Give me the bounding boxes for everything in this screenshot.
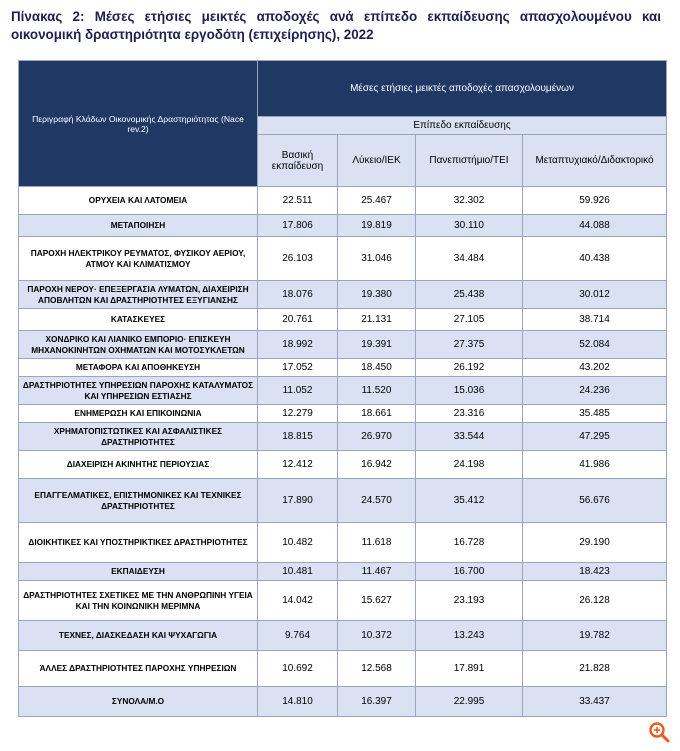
value-cell: 23.316 <box>416 405 523 423</box>
value-cell: 31.046 <box>338 237 416 281</box>
value-cell: 14.042 <box>258 581 338 621</box>
column-header: Μεταπτυχιακό/Διδακτορικό <box>523 135 667 187</box>
table-row <box>19 523 667 563</box>
value-cell: 16.728 <box>416 523 523 563</box>
row-label: ΔΡΑΣΤΗΡΙΟΤΗΤΕΣ ΥΠΗΡΕΣΙΩΝ ΠΑΡΟΧΗΣ ΚΑΤΑΛΥΜΑΤΟΣ ΚΑΙ ΥΠΗΡΕΣΙΩΝ ΕΣΤΙΑΣΗΣ <box>19 377 258 405</box>
earnings-table <box>18 60 667 717</box>
table-row <box>19 281 667 309</box>
value-cell: 59.926 <box>523 187 667 215</box>
value-cell: 17.890 <box>258 479 338 523</box>
row-label-header: Περιγραφή Κλάδων Οικονομικής Δραστηριότητας (Nace rev.2) <box>19 61 258 187</box>
row-label: ΜΕΤΑΠΟΙΗΣΗ <box>19 215 258 237</box>
row-label: ΟΡΥΧΕΙΑ ΚΑΙ ΛΑΤΟΜΕΙΑ <box>19 187 258 215</box>
table-row <box>19 479 667 523</box>
value-cell: 35.485 <box>523 405 667 423</box>
value-cell: 19.819 <box>338 215 416 237</box>
value-cell: 12.412 <box>258 451 338 479</box>
value-cell: 23.193 <box>416 581 523 621</box>
table-row <box>19 309 667 331</box>
value-cell: 52.084 <box>523 331 667 359</box>
value-cell: 10.481 <box>258 563 338 581</box>
table-row <box>19 359 667 377</box>
value-cell: 15.036 <box>416 377 523 405</box>
value-cell: 18.450 <box>338 359 416 377</box>
table-row <box>19 423 667 451</box>
value-cell: 38.714 <box>523 309 667 331</box>
row-label: ΕΝΗΜΕΡΩΣΗ ΚΑΙ ΕΠΙΚΟΙΝΩΝΙΑ <box>19 405 258 423</box>
value-cell: 18.992 <box>258 331 338 359</box>
value-cell: 44.088 <box>523 215 667 237</box>
value-cell: 11.052 <box>258 377 338 405</box>
row-label: ΔΡΑΣΤΗΡΙΟΤΗΤΕΣ ΣΧΕΤΙΚΕΣ ΜΕ ΤΗΝ ΑΝΘΡΩΠΙΝΗ ΥΓΕΙΑ ΚΑΙ ΤΗΝ ΚΟΙΝΩΝΙΚΗ ΜΕΡΙΜΝΑ <box>19 581 258 621</box>
table-caption: Πίνακας 2: Μέσες ετήσιες μεικτές αποδοχές ανά επίπεδο εκπαίδευσης απασχολουμένου και οικονομική δραστηριότητα εργοδότη (επιχείρησης), 2022 <box>11 9 661 42</box>
column-header: Πανεπιστήμιο/ΤΕΙ <box>416 135 523 187</box>
table-row <box>19 237 667 281</box>
value-cell: 18.076 <box>258 281 338 309</box>
value-cell: 27.105 <box>416 309 523 331</box>
value-cell: 21.131 <box>338 309 416 331</box>
value-cell: 40.438 <box>523 237 667 281</box>
value-cell: 27.375 <box>416 331 523 359</box>
value-cell: 56.676 <box>523 479 667 523</box>
row-label: ΕΚΠΑΙΔΕΥΣΗ <box>19 563 258 581</box>
value-cell: 10.372 <box>338 621 416 651</box>
value-cell: 29.190 <box>523 523 667 563</box>
table-row <box>19 405 667 423</box>
value-cell: 25.467 <box>338 187 416 215</box>
value-cell: 26.192 <box>416 359 523 377</box>
value-cell: 16.397 <box>338 687 416 717</box>
row-label: ΣΥΝΟΛΑ/Μ.Ο <box>19 687 258 717</box>
value-cell: 22.511 <box>258 187 338 215</box>
table-row <box>19 563 667 581</box>
row-label: ΜΕΤΑΦΟΡΑ ΚΑΙ ΑΠΟΘΗΚΕΥΣΗ <box>19 359 258 377</box>
value-cell: 12.568 <box>338 651 416 687</box>
value-cell: 17.891 <box>416 651 523 687</box>
value-cell: 35.412 <box>416 479 523 523</box>
value-cell: 19.782 <box>523 621 667 651</box>
value-cell: 26.128 <box>523 581 667 621</box>
value-cell: 24.198 <box>416 451 523 479</box>
row-label: ΤΕΧΝΕΣ, ΔΙΑΣΚΕΔΑΣΗ ΚΑΙ ΨΥΧΑΓΩΓΙΑ <box>19 621 258 651</box>
value-cell: 10.692 <box>258 651 338 687</box>
value-cell: 43.202 <box>523 359 667 377</box>
value-cell: 17.806 <box>258 215 338 237</box>
table-row <box>19 687 667 717</box>
row-label: ΕΠΑΓΓΕΛΜΑΤΙΚΕΣ, ΕΠΙΣΤΗΜΟΝΙΚΕΣ ΚΑΙ ΤΕΧΝΙΚΕΣ ΔΡΑΣΤΗΡΙΟΤΗΤΕΣ <box>19 479 258 523</box>
value-cell: 21.828 <box>523 651 667 687</box>
value-cell: 19.391 <box>338 331 416 359</box>
table-row <box>19 331 667 359</box>
value-cell: 19.380 <box>338 281 416 309</box>
value-cell: 16.700 <box>416 563 523 581</box>
row-label: ΠΑΡΟΧΗ ΗΛΕΚΤΡΙΚΟΥ ΡΕΥΜΑΤΟΣ, ΦΥΣΙΚΟΥ ΑΕΡΙΟΥ, ΑΤΜΟΥ ΚΑΙ ΚΛΙΜΑΤΙΣΜΟΥ <box>19 237 258 281</box>
value-cell: 9.764 <box>258 621 338 651</box>
value-cell: 30.012 <box>523 281 667 309</box>
value-cell: 11.520 <box>338 377 416 405</box>
value-cell: 26.970 <box>338 423 416 451</box>
value-cell: 22.995 <box>416 687 523 717</box>
value-cell: 10.482 <box>258 523 338 563</box>
value-cell: 47.295 <box>523 423 667 451</box>
value-cell: 30.110 <box>416 215 523 237</box>
main-header: Μέσες ετήσιες μεικτές αποδοχές απασχολουμένων <box>258 61 667 117</box>
value-cell: 18.815 <box>258 423 338 451</box>
column-header: Λύκειο/ΙΕΚ <box>338 135 416 187</box>
table-row <box>19 215 667 237</box>
value-cell: 24.570 <box>338 479 416 523</box>
table-row <box>19 451 667 479</box>
value-cell: 24.236 <box>523 377 667 405</box>
value-cell: 32.302 <box>416 187 523 215</box>
magnifier-icon <box>648 721 670 743</box>
row-label: ΠΑΡΟΧΗ ΝΕΡΟΥ· ΕΠΕΞΕΡΓΑΣΙΑ ΛΥΜΑΤΩΝ, ΔΙΑΧΕΙΡΙΣΗ ΑΠΟΒΛΗΤΩΝ ΚΑΙ ΔΡΑΣΤΗΡΙΟΤΗΤΕΣ ΕΞΥΓΙΑΝΣΗΣ <box>19 281 258 309</box>
row-label: ΚΑΤΑΣΚΕΥΕΣ <box>19 309 258 331</box>
value-cell: 16.942 <box>338 451 416 479</box>
value-cell: 11.618 <box>338 523 416 563</box>
value-cell: 17.052 <box>258 359 338 377</box>
row-label: ΆΛΛΕΣ ΔΡΑΣΤΗΡΙΟΤΗΤΕΣ ΠΑΡΟΧΗΣ ΥΠΗΡΕΣΙΩΝ <box>19 651 258 687</box>
value-cell: 12.279 <box>258 405 338 423</box>
table-row <box>19 581 667 621</box>
value-cell: 15.627 <box>338 581 416 621</box>
row-label: ΔΙΟΙΚΗΤΙΚΕΣ ΚΑΙ ΥΠΟΣΤΗΡΙΚΤΙΚΕΣ ΔΡΑΣΤΗΡΙΟΤΗΤΕΣ <box>19 523 258 563</box>
value-cell: 18.661 <box>338 405 416 423</box>
table-row <box>19 621 667 651</box>
value-cell: 11.467 <box>338 563 416 581</box>
row-label: ΔΙΑΧΕΙΡΙΣΗ ΑΚΙΝΗΤΗΣ ΠΕΡΙΟΥΣΙΑΣ <box>19 451 258 479</box>
table-row <box>19 187 667 215</box>
table-row <box>19 377 667 405</box>
value-cell: 14.810 <box>258 687 338 717</box>
value-cell: 26.103 <box>258 237 338 281</box>
value-cell: 33.544 <box>416 423 523 451</box>
row-label: ΧΟΝΔΡΙΚΟ ΚΑΙ ΛΙΑΝΙΚΟ ΕΜΠΟΡΙΟ· ΕΠΙΣΚΕΥΗ ΜΗΧΑΝΟΚΙΝΗΤΩΝ ΟΧΗΜΑΤΩΝ ΚΑΙ ΜΟΤΟΣΥΚΛΕΤΩΝ <box>19 331 258 359</box>
row-label: ΧΡΗΜΑΤΟΠΙΣΤΩΤΙΚΕΣ ΚΑΙ ΑΣΦΑΛΙΣΤΙΚΕΣ ΔΡΑΣΤΗΡΙΟΤΗΤΕΣ <box>19 423 258 451</box>
value-cell: 18.423 <box>523 563 667 581</box>
education-level-header: Επίπεδο εκπαίδευσης <box>258 117 667 135</box>
value-cell: 41.986 <box>523 451 667 479</box>
value-cell: 13.243 <box>416 621 523 651</box>
value-cell: 33.437 <box>523 687 667 717</box>
value-cell: 34.484 <box>416 237 523 281</box>
value-cell: 25.438 <box>416 281 523 309</box>
value-cell: 20.761 <box>258 309 338 331</box>
table-row <box>19 651 667 687</box>
column-header: Βασική εκπαίδευση <box>258 135 338 187</box>
